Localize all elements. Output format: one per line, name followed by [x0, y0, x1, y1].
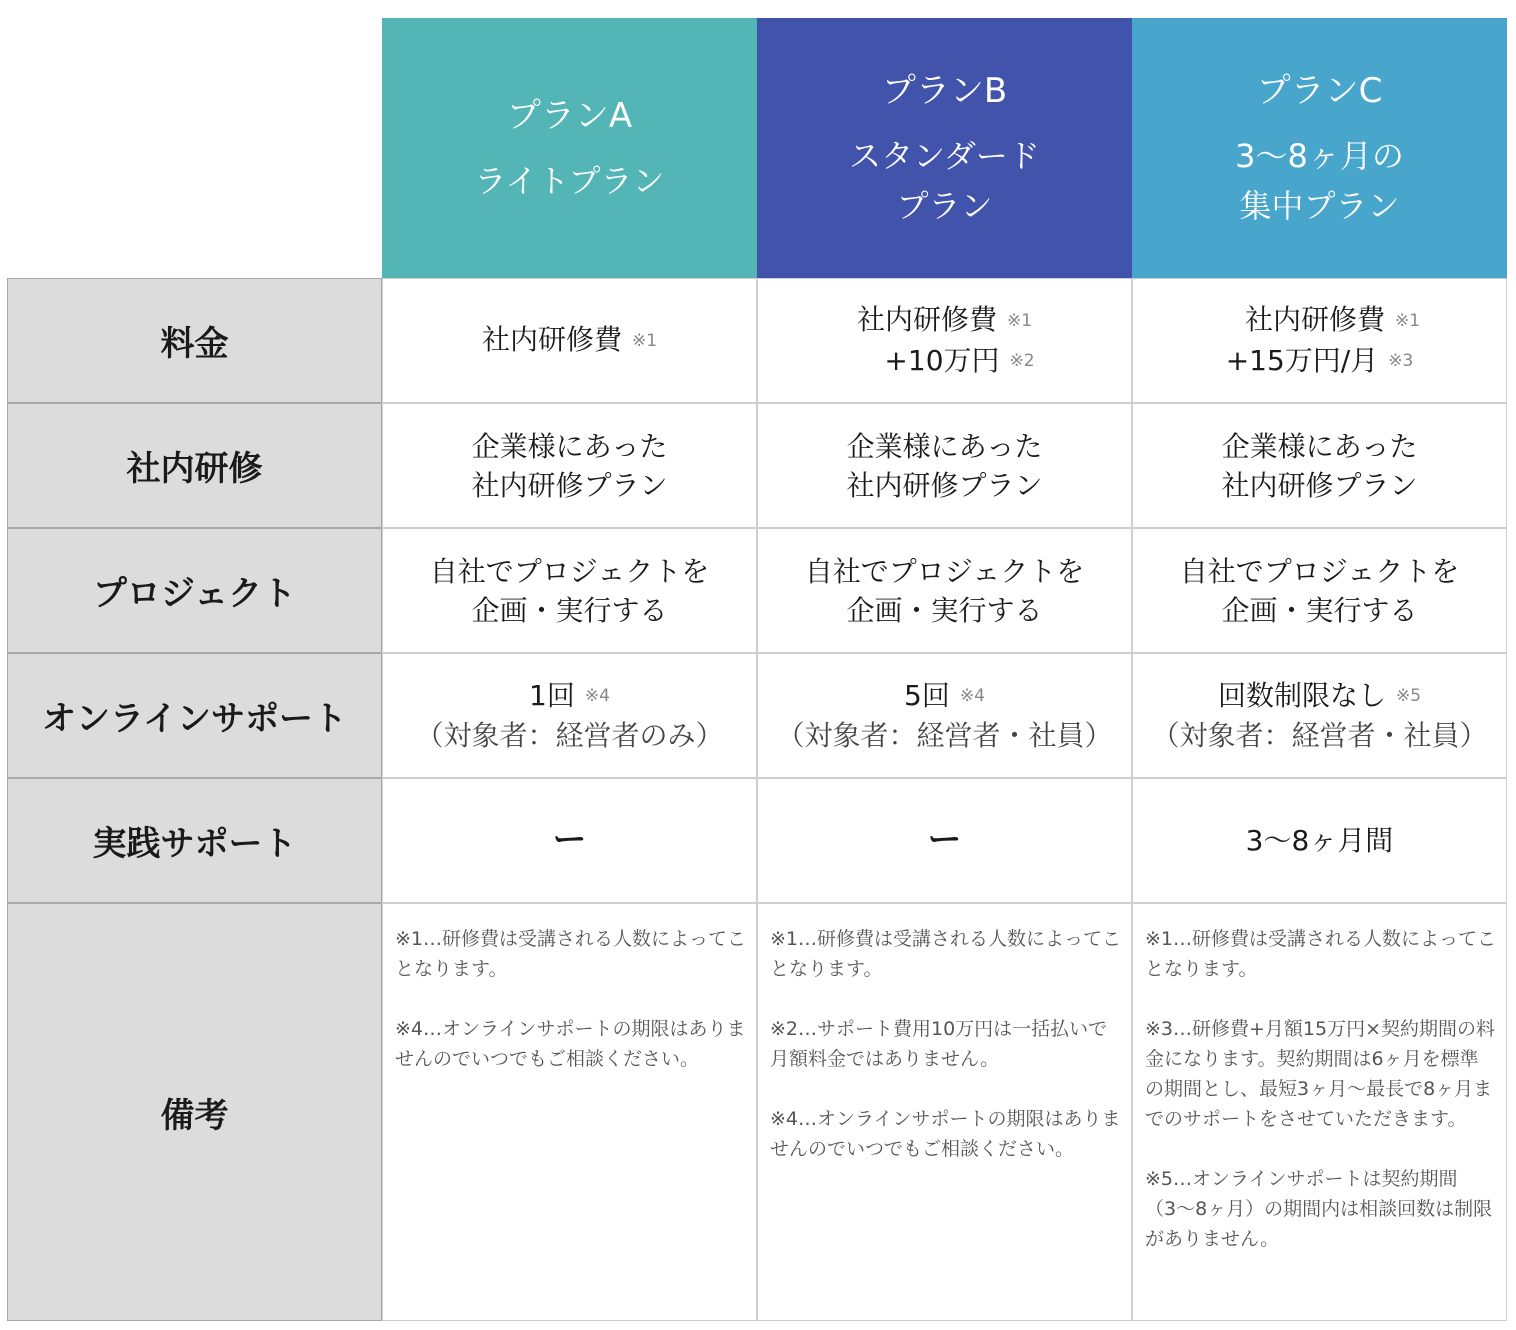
remark-note: ※4…オンラインサポートの期限はありませんのでいつでもご相談ください。 — [770, 1108, 1121, 1160]
fee-line — [482, 320, 657, 361]
plan-c-header — [1132, 18, 1507, 278]
practice-cell-plan-a — [382, 778, 757, 903]
fee-line — [857, 300, 1032, 341]
training-cell-plan-a — [382, 403, 757, 528]
project-cell-plan-c — [1132, 528, 1507, 653]
online-count: 回数制限なし — [1217, 678, 1386, 712]
footnote-mark: ※5 — [1395, 686, 1422, 707]
plan-c-subtitle-line1: 3〜8ヶ月の — [1235, 137, 1404, 175]
online-target: （対象者：経営者のみ） — [415, 719, 724, 753]
fee-line — [1219, 300, 1420, 341]
footnote-mark: ※1 — [631, 330, 658, 351]
fee-cell-plan-b — [757, 278, 1132, 403]
cell-line: 企業様にあった — [471, 429, 668, 463]
row-label-remarks: 備考 — [7, 903, 382, 1321]
cell-line: 企業様にあった — [1221, 429, 1418, 463]
training-cell-plan-b — [757, 403, 1132, 528]
online-count: 5回 — [904, 678, 950, 712]
cell-line: 自社でプロジェクトを — [804, 554, 1085, 588]
cell-line: 社内研修プラン — [846, 468, 1043, 502]
row-label-training: 社内研修 — [7, 403, 382, 528]
cell-line: 企画・実行する — [846, 593, 1043, 627]
fee-text: 社内研修費 — [1244, 303, 1385, 336]
plan-a-header — [382, 18, 757, 278]
cell-line — [529, 676, 610, 717]
cell-line: 企画・実行する — [1221, 593, 1418, 627]
project-cell-plan-b — [757, 528, 1132, 653]
fee-line — [1226, 341, 1414, 382]
empty-dash: ー — [927, 820, 962, 860]
fee-text: 社内研修費 — [481, 323, 622, 357]
training-cell-plan-c — [1132, 403, 1507, 528]
plan-b-subtitle-line1: スタンダード — [849, 137, 1040, 175]
plan-b-header — [757, 18, 1132, 278]
row-label-practice-support: 実践サポート — [7, 778, 382, 903]
cell-line: 自社でプロジェクトを — [1179, 554, 1460, 588]
remark-note: ※1…研修費は受講される人数によってことなります。 — [395, 928, 747, 980]
online-cell-plan-c — [1132, 653, 1507, 778]
cell-line — [1218, 676, 1421, 717]
online-target: （対象者：経営者・社員） — [776, 719, 1113, 753]
plan-a-name: プランA — [506, 96, 633, 136]
plan-a-subtitle: ライトプラン — [474, 162, 665, 200]
fee-text: 社内研修費 — [856, 303, 997, 336]
fee-line — [854, 341, 1034, 382]
plan-c-name: プランC — [1256, 71, 1383, 111]
remark-note: ※5…オンラインサポートは契約期間（3〜8ヶ月）の期間内は相談回数は制限がありません。 — [1145, 1168, 1493, 1250]
footnote-mark: ※2 — [1009, 351, 1035, 371]
row-label-online-support: オンラインサポート — [7, 653, 382, 778]
remark-note: ※1…研修費は受講される人数によってことなります。 — [770, 928, 1122, 980]
online-cell-plan-b — [757, 653, 1132, 778]
cell-line: 企業様にあった — [846, 429, 1043, 463]
online-target: （対象者：経営者・社員） — [1151, 719, 1488, 753]
cell-line: 社内研修プラン — [1221, 468, 1418, 502]
fee-cell-plan-c — [1132, 278, 1507, 403]
footnote-mark: ※4 — [959, 686, 985, 707]
remark-note: ※4…オンラインサポートの期限はありませんのでいつでもご相談ください。 — [395, 1018, 746, 1070]
plan-b-name: プランB — [881, 71, 1008, 111]
fee-text: +15万円/月 — [1225, 343, 1379, 377]
remark-note: ※1…研修費は受講される人数によってことなります。 — [1145, 928, 1497, 980]
fee-text: +10万円 — [884, 343, 1000, 377]
online-cell-plan-a — [382, 653, 757, 778]
cell-line: 社内研修プラン — [471, 468, 668, 502]
remark-note: ※3…研修費+月額15万円×契約期間の料金になります。契約期間は6ヶ月を標準の期間とし、最短3ヶ月〜最長で8ヶ月までのサポートをさせていただきます。 — [1145, 1018, 1496, 1130]
practice-duration: 3〜8ヶ月間 — [1245, 824, 1394, 857]
practice-cell-plan-c — [1132, 778, 1507, 903]
footnote-mark: ※3 — [1388, 351, 1414, 371]
cell-line: 企画・実行する — [471, 593, 668, 627]
cell-line: 自社でプロジェクトを — [429, 554, 710, 588]
plan-b-subtitle-line2: プラン — [896, 187, 993, 225]
row-label-project: プロジェクト — [7, 528, 382, 653]
plan-comparison-table — [7, 18, 1507, 1321]
practice-cell-plan-b — [757, 778, 1132, 903]
fee-cell-plan-a — [382, 278, 757, 403]
project-cell-plan-a — [382, 528, 757, 653]
row-label-fee: 料金 — [7, 278, 382, 403]
remarks-cell-plan-a — [382, 903, 757, 1321]
plan-c-subtitle-line2: 集中プラン — [1239, 187, 1400, 225]
empty-dash: ー — [552, 820, 587, 860]
footnote-mark: ※4 — [584, 686, 610, 707]
remark-note: ※2…サポート費用10万円は一括払いで月額料金ではありません。 — [770, 1018, 1108, 1070]
remarks-cell-plan-b — [757, 903, 1132, 1321]
remarks-cell-plan-c — [1132, 903, 1507, 1321]
footnote-mark: ※1 — [1006, 310, 1033, 331]
footnote-mark: ※1 — [1394, 310, 1421, 331]
cell-line — [904, 676, 985, 717]
online-count: 1回 — [529, 678, 575, 712]
